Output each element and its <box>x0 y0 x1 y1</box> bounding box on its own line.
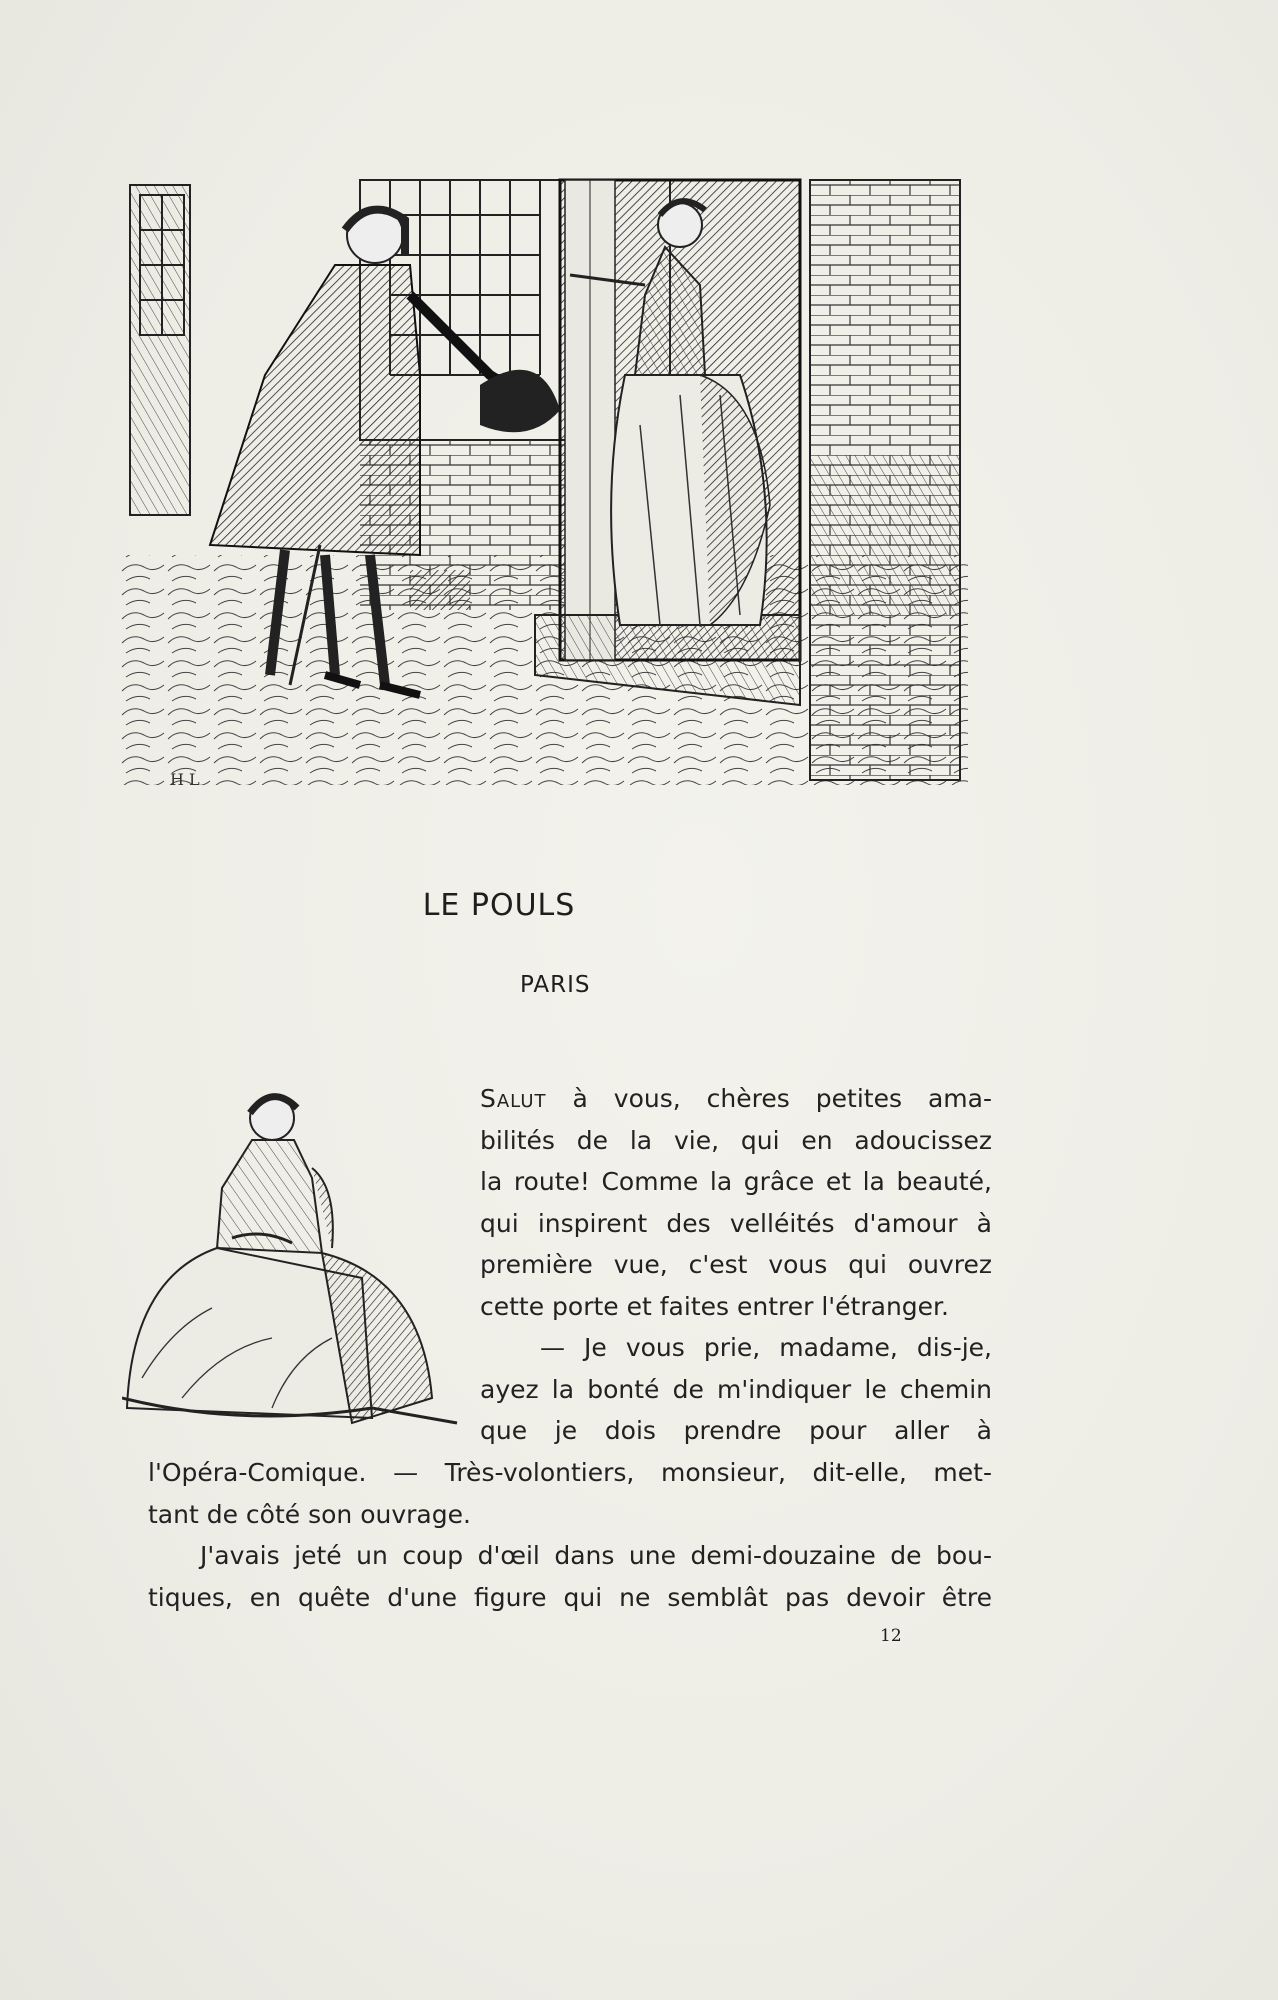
paragraph-2-line-1: — Je vous prie, madame, dis-je, <box>540 1333 992 1362</box>
paragraph-2-line-3: que je dois prendre pour aller à <box>480 1416 992 1445</box>
paragraph-2-line-5: tant de côté son ouvrage. <box>148 1499 471 1529</box>
paragraph-1-line-2: bilités de la vie, qui en adoucissez <box>480 1125 992 1155</box>
paragraph-3-line-2: tiques, en quête d'une figure qui ne semblât pas devoir être <box>148 1582 992 1612</box>
paragraph-1-lead: Salut <box>480 1084 547 1113</box>
paragraph-3-line-1: J'avais jeté un coup d'œil dans une demi-douzaine de bou- <box>200 1541 992 1570</box>
paragraph-1-line-3: la route! Comme la grâce et la beauté, <box>480 1167 992 1196</box>
artist-monogram: H L <box>170 770 200 789</box>
paragraph-2-line-4: l'Opéra-Comique. — Très-volontiers, monsieur, dit-elle, met- <box>148 1458 992 1487</box>
page-number: 12 <box>880 1626 902 1646</box>
paragraph-1-line-4: qui inspirent des velléités d'amour à <box>480 1208 992 1238</box>
paragraph-1-line-5: première vue, c'est vous qui ouvrez <box>480 1250 992 1279</box>
chapter-subtitle: PARIS <box>520 972 591 998</box>
paragraph-1-line-1: à vous, chères petites ama- <box>546 1084 992 1113</box>
paragraph-1-line-6: cette porte et faites entrer l'étranger. <box>480 1291 949 1321</box>
top-illustration <box>120 175 968 803</box>
paragraph-1 <box>480 1078 992 1452</box>
paragraph-2-line-2: ayez la bonté de m'indiquer le chemin <box>480 1374 992 1404</box>
wide-text-block <box>148 1452 992 1618</box>
chapter-title: LE POULS <box>422 888 576 923</box>
left-illustration <box>122 1078 468 1448</box>
